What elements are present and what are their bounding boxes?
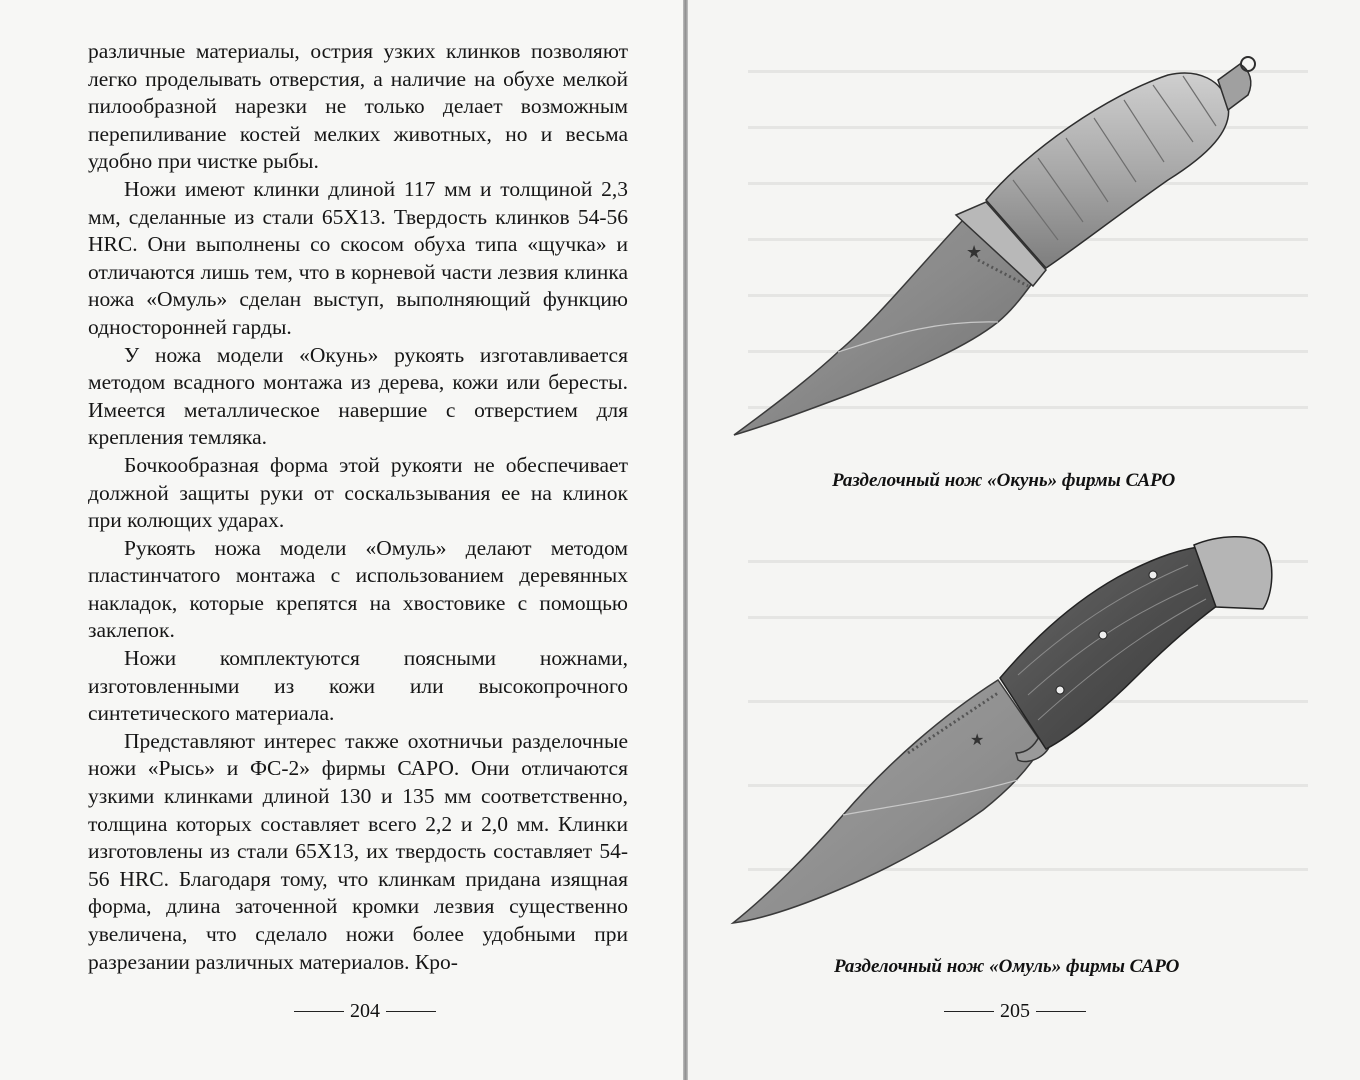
omul-handle: [1000, 547, 1218, 749]
paragraph: различные материалы, острия узких клинков позволяют легко проделывать отверстия, а наличие на обухе мелкой пилообразной нарезки не только делает возможным перепиливание костей мелких животных, но и весьма удобно при чистке рыбы.: [88, 39, 628, 174]
okun-knife-illustration: [728, 50, 1288, 450]
rivet-icon: [1149, 571, 1157, 579]
paragraph: Представляют интерес также охотничьи разделочные ножи «Рысь» и ФС-2» фирмы САРО. Они отличаются узкими клинками длиной 130 и 135 мм соответственно, толщина которых составляет всего 2,2 и 2,0 мм. Клинки изготовлены из стали 65Х13, их твердость составляет 54-56 HRC. Благодаря тому, что клинкам придана изящная форма, длина заточенной кромки лезвия существенно увеличена, что сделало ножи более удобными при разрезании различных материалов. Кро-: [88, 728, 628, 974]
paragraph: Ножи комплектуются поясными ножнами, изготовленными из кожи или высокопрочного синтетического материала.: [88, 646, 628, 726]
body-text: [88, 38, 628, 976]
okun-handle: [986, 73, 1229, 268]
paragraph: Бочкообразная форма этой рукояти не обеспечивает должной защиты руки от соскальзывания ее на клинок при колющих ударах.: [88, 452, 628, 533]
right-page: [688, 0, 1360, 1080]
folio-rule: [944, 1011, 994, 1012]
folio-rule: [1036, 1011, 1086, 1012]
paragraph: Ножи имеют клинки длиной 117 мм и толщиной 2,3 мм, сделанные из стали 65Х13. Твердость клинков 54-56 HRC. Они выполнены со скосом обуха типа «щучка» и отличаются лишь тем, что в корневой части лезвия клинка ножа «Омуль» сделан выступ, выполняющий функцию односторонней гарды.: [88, 176, 628, 339]
figure-caption-okun: Разделочный нож «Окунь» фирмы САРО: [832, 470, 1176, 491]
omul-knife-illustration: [728, 535, 1288, 935]
page-number: 204: [350, 1000, 380, 1022]
omul-blade: [733, 680, 1043, 923]
paragraph: Рукоять ножа модели «Омуль» делают методом пластинчатого монтажа с использованием деревянных накладок, которые крепятся на хвостовике с помощью заклепок.: [88, 535, 628, 643]
folio-rule: [386, 1011, 436, 1012]
page-number-left: [288, 1000, 442, 1023]
paragraph: У ножа модели «Окунь» рукоять изготавливается методом всадного монтажа из дерева, кожи или бересты. Имеется металлическое навершие с отверстием для крепления темляка.: [88, 342, 628, 450]
page-number: 205: [1000, 1000, 1030, 1022]
rivet-icon: [1056, 686, 1064, 694]
figure-caption-omul: Разделочный нож «Омуль» фирмы САРО: [834, 956, 1180, 977]
page-number-right: [938, 1000, 1092, 1023]
star-icon: ★: [970, 732, 985, 749]
rivet-icon: [1099, 631, 1107, 639]
star-icon: ★: [966, 242, 983, 262]
folio-rule: [294, 1011, 344, 1012]
okun-blade: [734, 220, 1033, 435]
